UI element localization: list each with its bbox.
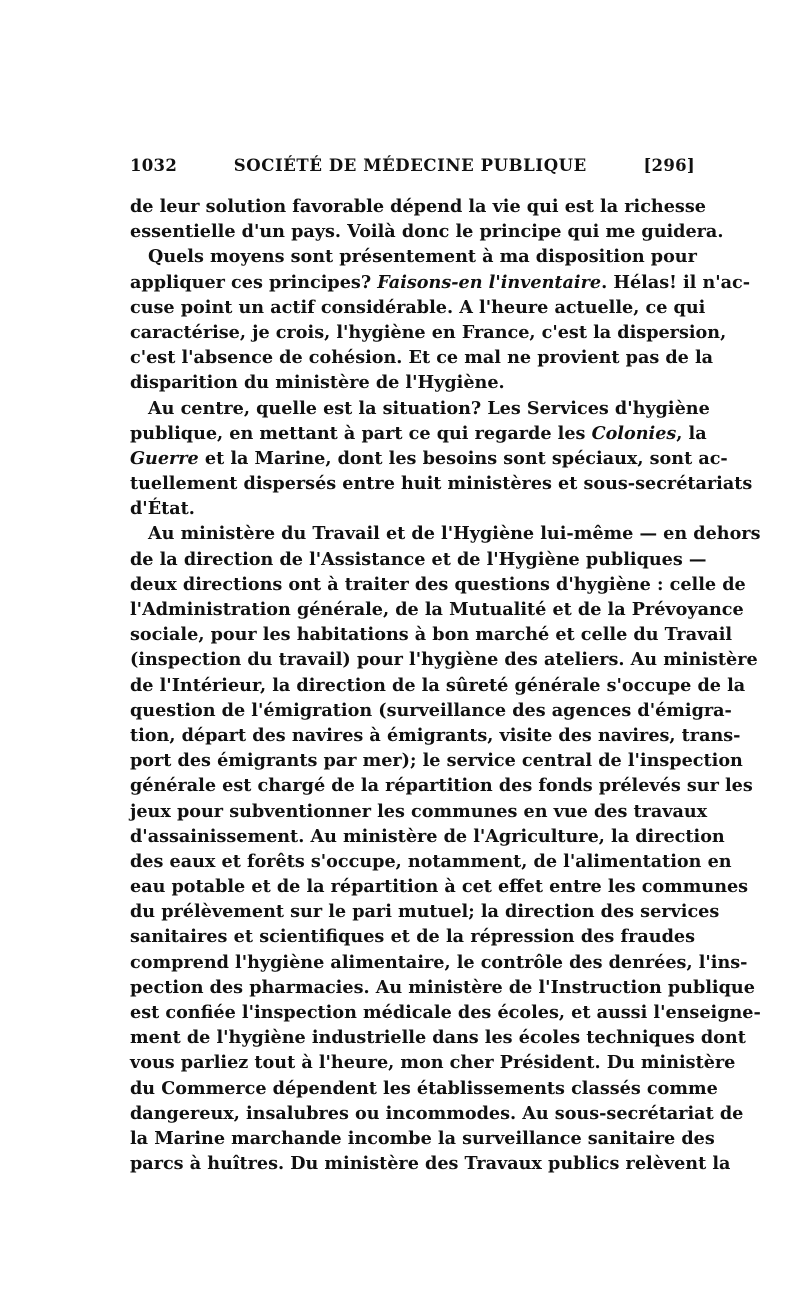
text-line: des eaux et forêts s'occupe, notamment, de l'alimentation en (130, 850, 732, 872)
text-line: l'Administration générale, de la Mutualité et de la Prévoyance (130, 599, 744, 620)
text-line: tuellement dispersés entre huit ministères et sous-secrétariats (130, 473, 753, 495)
text-line: (inspection du travail) pour l'hygiène des ateliers. Au ministère (130, 649, 758, 671)
text-line: question de l'émigration (surveillance des agences d'émigra- (130, 699, 732, 721)
book-page (130, 156, 761, 1176)
text-line: Guerre et la Marine, dont les besoins sont spéciaux, sont ac- (130, 447, 728, 469)
text-line: Au centre, quelle est la situation? Les Services d'hygiène (148, 397, 710, 419)
text-line: ment de l'hygiène industrielle dans les écoles techniques dont (130, 1027, 746, 1049)
text-line: sanitaires et scientifiques et de la répression des fraudes (130, 926, 695, 948)
text-line: caractérise, je crois, l'hygiène en France, c'est la dispersion, (130, 321, 727, 343)
text-line: appliquer ces principes? Faisons-en l'inventaire. Hélas! il n'ac- (130, 271, 751, 293)
text-line: de l'Intérieur, la direction de la sûreté générale s'occupe de la (130, 674, 746, 696)
body-text (130, 194, 761, 1176)
text-line: dangereux, insalubres ou incommodes. Au sous-secrétariat de (130, 1102, 744, 1124)
text-line: publique, en mettant à part ce qui regarde les Colonies, la (130, 422, 707, 444)
text-line: de la direction de l'Assistance et de l'Hygiène publiques — (130, 548, 707, 570)
text-line: sociale, pour les habitations à bon marché et celle du Travail (130, 624, 733, 646)
text-line: parcs à huîtres. Du ministère des Travaux publics relèvent la (130, 1153, 731, 1175)
text-line: c'est l'absence de cohésion. Et ce mal ne provient pas de la (130, 347, 714, 369)
text-line: la Marine marchande incombe la surveillance sanitaire des (130, 1127, 715, 1149)
text-line: est confiée l'inspection médicale des écoles, et aussi l'enseigne- (130, 1002, 761, 1023)
text-line: disparition du ministère de l'Hygiène. (130, 372, 505, 394)
text-line: essentielle d'un pays. Voilà donc le principe qui me guidera. (130, 221, 724, 243)
text-line: port des émigrants par mer); le service central de l'inspection (130, 750, 743, 772)
text-line: comprend l'hygiène alimentaire, le contrôle des denrées, l'ins- (130, 951, 748, 973)
text-line: générale est chargé de la répartition des fonds prélevés sur les (130, 775, 753, 797)
text-line: jeux pour subventionner les communes en vue des travaux (130, 800, 708, 822)
page-number: 1032 (130, 156, 178, 175)
text-line: cuse point un actif considérable. A l'heure actuelle, ce qui (130, 296, 706, 318)
text-line: eau potable et de la répartition à cet effet entre les communes (130, 876, 749, 898)
text-line: d'État. (130, 498, 195, 520)
text-line: d'assainissement. Au ministère de l'Agriculture, la direction (130, 825, 725, 847)
text-line: du prélèvement sur le pari mutuel; la direction des services (130, 901, 720, 923)
page-reference: [296] (643, 156, 695, 175)
text-line: du Commerce dépendent les établissements classés comme (130, 1077, 718, 1099)
text-line: tion, départ des navires à émigrants, visite des navires, trans- (130, 724, 741, 746)
text-line: de leur solution favorable dépend la vie qui est la richesse (130, 196, 706, 217)
text-line: deux directions ont à traiter des questions d'hygiène : celle de (130, 573, 746, 595)
running-header (130, 156, 695, 184)
text-line: vous parliez tout à l'heure, mon cher Président. Du ministère (130, 1052, 736, 1074)
running-title: SOCIÉTÉ DE MÉDECINE PUBLIQUE (233, 156, 587, 175)
text-line: Au ministère du Travail et de l'Hygiène lui-même — en dehors (148, 523, 761, 545)
text-line: pection des pharmacies. Au ministère de l'Instruction publique (130, 976, 755, 998)
text-line: Quels moyens sont présentement à ma disposition pour (148, 246, 697, 268)
